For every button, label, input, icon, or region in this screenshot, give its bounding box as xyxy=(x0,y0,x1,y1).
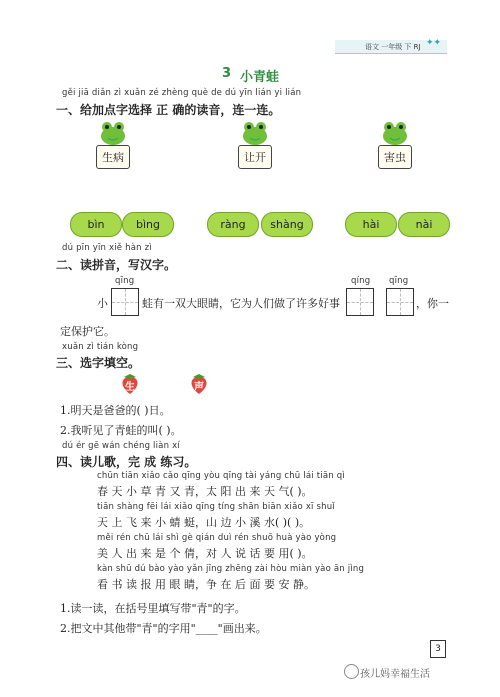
pinyin-option[interactable]: hài xyxy=(345,212,397,237)
word-card: 生病 xyxy=(96,145,130,169)
section4-pinyin: dú ér gē wán chéng liàn xí xyxy=(62,441,180,451)
fill-question-2: 2.我听见了青蛙的叫( )。 xyxy=(60,424,182,437)
page-title: 小青蛙 xyxy=(240,70,280,85)
poem-pinyin: tiān shàng fēi lái xiǎo qīng tíng shān biān xiǎo xī shuǐ xyxy=(97,502,335,512)
choice-char: 声 xyxy=(194,382,204,393)
writing-box[interactable] xyxy=(346,288,374,316)
frog-icon xyxy=(380,120,410,146)
section3-heading: 三、选字填空。 xyxy=(56,356,141,370)
pinyin-mark: qíng xyxy=(351,276,371,286)
pinyin-mark: qīng xyxy=(389,276,409,286)
poem-line: 天 上 飞 来 小 蜻 蜓，山 边 小 溪 水( )( )。 xyxy=(97,516,311,529)
poem-pinyin: měi rén chū lái shì gè qián duì rén shuō huà yào yòng xyxy=(97,533,337,543)
pinyin-option[interactable]: bìn xyxy=(70,212,122,237)
pinyin-option[interactable]: shàng xyxy=(261,212,313,237)
sentence-line2: 定保护它。 xyxy=(60,325,115,338)
lesson-number: 3 xyxy=(222,66,232,81)
pinyin-option[interactable]: ràng xyxy=(207,212,259,237)
section2-pinyin: dú pīn yīn xiě hàn zì xyxy=(62,243,152,253)
section4-heading: 四、读儿歌，完 成 练习。 xyxy=(56,455,197,469)
writing-box[interactable] xyxy=(386,288,414,316)
poem-pinyin: kàn shū dú bào yào yǎn jīng zhēng zài hòu miàn yào ān jìng xyxy=(97,564,365,574)
frog-icon xyxy=(240,120,270,146)
writing-box[interactable] xyxy=(111,288,139,316)
exercise-question-1: 1.读一读，在括号里填写带"青"的字。 xyxy=(60,602,246,615)
decoration-icon: ✦✦ xyxy=(426,38,442,48)
poem-pinyin: chūn tiān xiǎo cǎo qīng yòu qīng tài yáng chū lái tiān qì xyxy=(97,471,345,481)
poem-line: 美 人 出 来 是 个 倩，对 人 说 话 要 用( )。 xyxy=(97,547,313,560)
footer-watermark: 孩儿妈幸福生活 xyxy=(360,669,430,680)
section1-heading: 一、给加点字选择 正 确的读音，连一连。 xyxy=(56,103,281,117)
section2-heading: 二、读拼音，写汉字。 xyxy=(56,258,177,272)
poem-line: 春 天 小 草 青 又 青，太 阳 出 来 天 气( )。 xyxy=(97,485,313,498)
sentence-start: 小 xyxy=(97,297,108,310)
fill-question-1: 1.明天是爸爸的( )日。 xyxy=(60,404,171,417)
header-subject: 语文 一年级 下 RJ xyxy=(365,43,421,51)
choice-char: 生 xyxy=(125,382,135,393)
page-number: 3 xyxy=(430,640,446,658)
sentence-middle: 蛙有一双大眼睛，它为人们做了许多好事 xyxy=(142,297,340,310)
poem-line: 看 书 读 报 用 眼 睛，争 在 后 面 要 安 静。 xyxy=(97,578,315,591)
word-card: 让开 xyxy=(238,145,272,169)
pinyin-option[interactable]: bìng xyxy=(122,212,174,237)
wechat-icon xyxy=(344,664,359,679)
pinyin-mark: qīng xyxy=(115,276,135,286)
sentence-end: ，你一 xyxy=(416,297,449,310)
exercise-question-2: 2.把文中其他带"青"的字用"____"画出来。 xyxy=(60,622,267,635)
pinyin-option[interactable]: nài xyxy=(398,212,450,237)
frog-icon xyxy=(98,120,128,146)
section3-pinyin: xuǎn zì tián kòng xyxy=(62,342,139,352)
word-card: 害虫 xyxy=(378,145,412,169)
section1-pinyin: gěi jiā diǎn zì xuǎn zé zhèng què de dú yīn lián yi lián xyxy=(62,88,302,98)
